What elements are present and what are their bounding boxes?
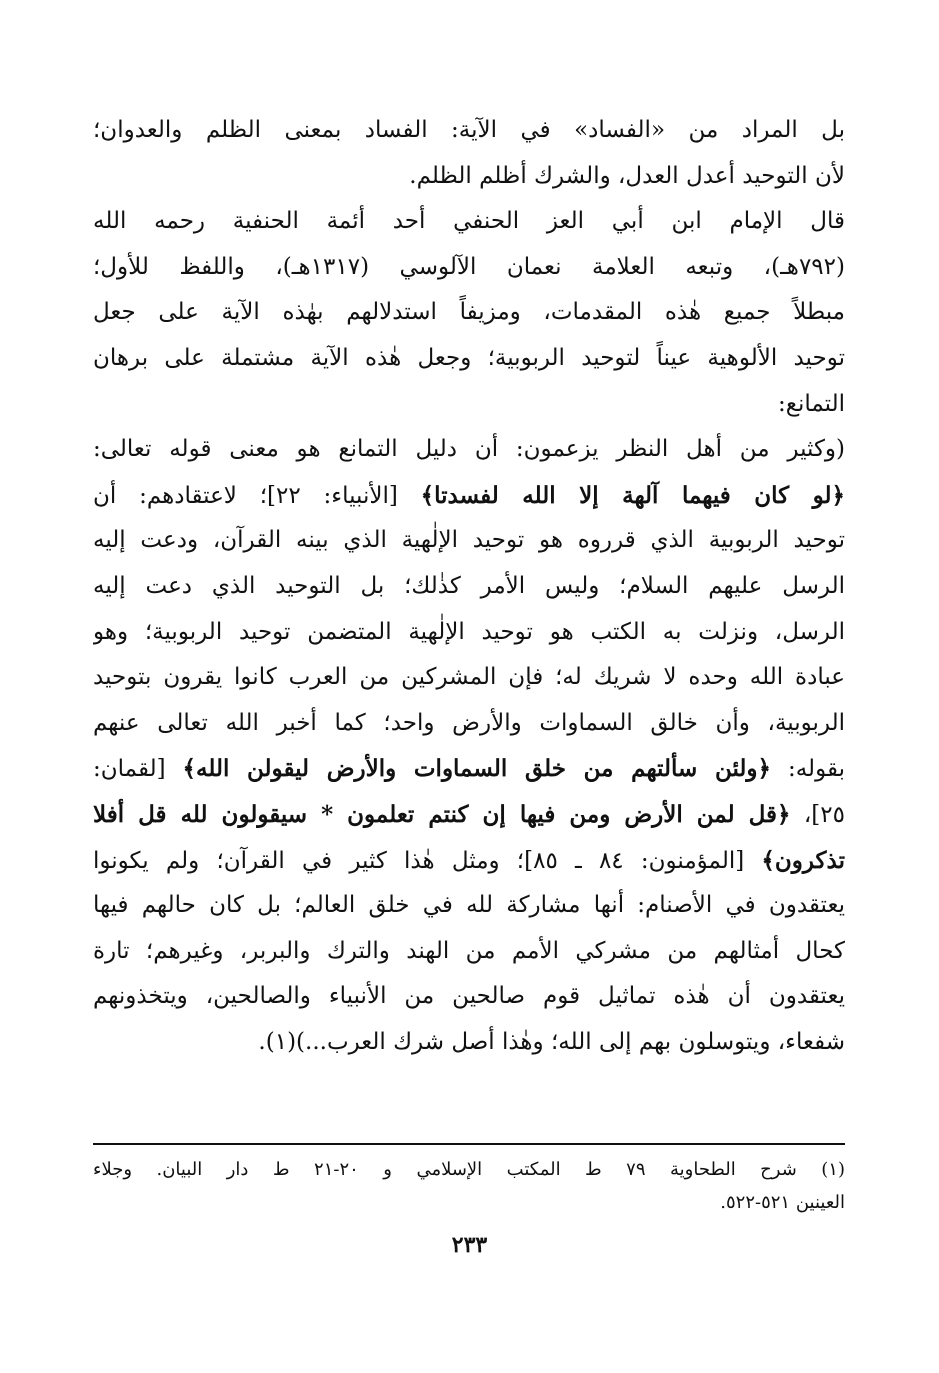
text-line <box>93 564 845 610</box>
text-segment: يعتقدون أن هٰذه تماثيل قوم صالحين من الأنبياء والصالحين، ويتخذونهم <box>93 983 845 1010</box>
text-line <box>93 883 845 929</box>
text-segment: بل المراد من «الفساد» في الآية: الفساد بمعنى الظلم والعدوان؛ <box>93 117 845 143</box>
text-segment: كحال أمثالهم من مشركي الأمم من الهند والترك والبربر، وغيرهم؛ تارة <box>93 937 845 964</box>
text-line <box>93 108 845 154</box>
quran-quote: ﴿لو كان فيهما آلهة إلا الله لفسدتا﴾ <box>420 481 845 509</box>
text-segment: الرسل، ونزلت به الكتب هو توحيد الإلٰهية المتضمن توحيد الربوبية؛ وهو <box>93 618 845 645</box>
text-segment: يعتقدون في الأصنام: أنها مشاركة لله في خلق العالم؛ بل كان حالهم فيها <box>93 892 845 919</box>
text-line <box>93 427 845 473</box>
footnote-separator <box>93 1143 845 1145</box>
text-line <box>93 199 845 245</box>
text-segment: بقوله: <box>771 756 845 783</box>
quran-quote: تذكرون﴾ <box>761 846 845 874</box>
text-line <box>93 974 845 1020</box>
text-segment: توحيد الربوبية الذي قرروه هو توحيد الإلٰهية الذي بينه القرآن، ودعت إليه <box>93 527 845 554</box>
footnote-line: العينين ٥٢١-٥٢٢. <box>720 1192 845 1213</box>
text-line <box>93 154 845 200</box>
text-segment: عبادة الله وحده لا شريك له؛ فإن المشركين من العرب كانوا يقرون بتوحيد <box>93 664 845 691</box>
page-number: ٢٣٣ <box>451 1232 488 1258</box>
footnote-line: (١) شرح الطحاوية ٧٩ ط المكتب الإسلامي و ٢٠-٢١ ط دار البيان. وجلاء <box>93 1159 845 1180</box>
text-line <box>93 610 845 656</box>
footnote <box>93 1153 845 1219</box>
text-line <box>93 518 845 564</box>
text-segment: [الأنبياء: ٢٢]؛ لاعتقادهم: أن <box>93 482 421 509</box>
text-line <box>93 838 845 884</box>
text-line <box>93 929 845 975</box>
quran-quote: ﴿قل لمن الأرض ومن فيها إن كنتم تعلمون * سيقولون لله قل أفلا <box>93 800 791 828</box>
text-line <box>93 382 845 428</box>
text-segment: [لقمان: <box>93 756 183 783</box>
text-segment: مبطلاً جميع هٰذه المقدمات، ومزيفاً استدلالهم بهٰذه الآية على جعل <box>93 299 845 326</box>
main-text <box>93 108 845 1065</box>
text-segment: توحيد الألوهية عيناً لتوحيد الربوبية؛ وجعل هٰذه الآية مشتملة على برهان <box>93 344 845 371</box>
text-segment: الرسل عليهم السلام؛ وليس الأمر كذٰلك؛ بل التوحيد الذي دعت إليه <box>93 572 845 599</box>
text-segment: [المؤمنون: ٨٤ ـ ٨٥]؛ ومثل هٰذا كثير في القرآن؛ ولم يكونوا <box>93 847 762 874</box>
text-segment: (٧٩٢هـ)، وتبعه العلامة نعمان الآلوسي (١٣١٧هـ)، واللفظ للأول؛ <box>93 253 845 280</box>
text-segment: التمانع: <box>777 390 845 417</box>
text-line <box>93 290 845 336</box>
text-segment: لأن التوحيد أعدل العدل، والشرك أظلم الظلم. <box>409 162 845 189</box>
text-line <box>93 1020 845 1066</box>
text-segment: الربوبية، وأن خالق السماوات والأرض واحد؛ كما أخبر الله تعالى عنهم <box>93 709 845 736</box>
text-segment: (وكثير من أهل النظر يزعمون: أن دليل التمانع هو معنى قوله تعالى: <box>93 436 845 463</box>
text-line <box>93 473 845 519</box>
text-segment: ٢٥]، <box>790 801 845 828</box>
text-line <box>93 701 845 747</box>
quran-quote: ﴿ولئن سألتهم من خلق السماوات والأرض ليقولن الله﴾ <box>182 755 771 783</box>
text-line <box>93 655 845 701</box>
text-segment: شفعاء، ويتوسلون بهم إلى الله؛ وهٰذا أصل شرك العرب...)(١). <box>258 1028 845 1055</box>
text-segment: قال الإمام ابن أبي العز الحنفي أحد أئمة الحنفية رحمه الله <box>93 208 845 235</box>
text-line <box>93 792 845 838</box>
text-line <box>93 336 845 382</box>
text-line <box>93 245 845 291</box>
text-line <box>93 746 845 792</box>
